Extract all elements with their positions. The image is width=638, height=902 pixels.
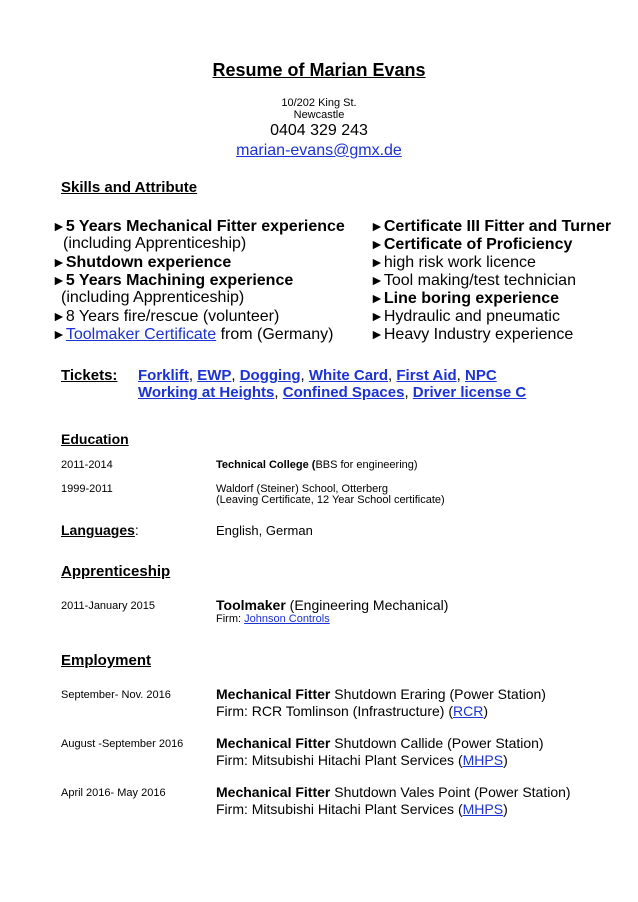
skill-text: Heavy Industry experience	[383, 326, 574, 343]
ticket-separator: ,	[404, 384, 413, 401]
education-detail: BBS for engineering)	[315, 459, 418, 471]
skill-text: high risk work licence	[383, 254, 536, 271]
job-date: August -September 2016	[61, 738, 184, 750]
skill-text: Shutdown experience	[65, 254, 232, 271]
ticket-link[interactable]: Driver license C	[412, 384, 527, 401]
skill-item	[52, 253, 231, 272]
languages-colon: :	[134, 522, 139, 538]
job-firm-link[interactable]: RCR	[453, 703, 484, 719]
ticket-link[interactable]: Confined Spaces	[282, 384, 405, 401]
skill-item	[61, 289, 244, 307]
job-firm: Firm: RCR Tomlinson (Infrastructure) (	[216, 703, 454, 719]
languages-heading-row	[61, 522, 139, 538]
skill-text: Tool making/test technician	[383, 272, 576, 289]
bullet-triangle-icon: ►	[370, 254, 384, 270]
skill-item	[52, 307, 279, 326]
apprenticeship-detail: (Engineering Mechanical)	[285, 597, 449, 613]
skill-item	[370, 289, 559, 308]
skill-item	[52, 217, 345, 236]
job-firm-end: )	[503, 801, 508, 817]
bullet-triangle-icon: ►	[52, 254, 66, 270]
ticket-separator: ,	[188, 367, 198, 384]
ticket-separator: ,	[388, 367, 397, 384]
skill-item	[63, 235, 246, 253]
job-detail: Shutdown Callide (Power Station)	[330, 735, 544, 751]
skill-suffix: from (Germany)	[216, 326, 334, 343]
email-link[interactable]: marian-evans@gmx.de	[236, 142, 402, 159]
languages-value: English, German	[216, 523, 313, 538]
bullet-triangle-icon: ►	[52, 326, 66, 342]
skill-item	[370, 217, 611, 236]
ticket-link[interactable]: Dogging	[239, 367, 301, 384]
apprenticeship-role-row	[216, 597, 448, 613]
job-role: Mechanical Fitter	[216, 784, 331, 800]
apprenticeship-firm-row	[216, 613, 330, 625]
ticket-link[interactable]: First Aid	[396, 367, 457, 384]
ticket-separator: ,	[274, 384, 283, 401]
bullet-triangle-icon: ►	[370, 290, 384, 306]
ticket-link[interactable]: White Card	[308, 367, 389, 384]
job-role: Mechanical Fitter	[216, 686, 331, 702]
skill-text: 5 Years Mechanical Fitter experience	[65, 218, 345, 235]
education-heading: Education	[61, 431, 129, 447]
firm-label: Firm:	[216, 613, 245, 625]
phone-number: 0404 329 243	[270, 122, 368, 139]
education-entry	[216, 459, 418, 471]
skill-text: (including Apprenticeship)	[63, 235, 247, 252]
skill-text: (including Apprenticeship)	[61, 289, 245, 306]
resume-title: Resume of Marian Evans	[212, 60, 426, 80]
skill-item	[370, 253, 536, 272]
skill-item	[52, 271, 293, 290]
ticket-separator: ,	[231, 367, 240, 384]
apprenticeship-date: 2011-January 2015	[61, 600, 155, 612]
job-firm-link[interactable]: MHPS	[462, 752, 504, 768]
tickets-row-1	[138, 367, 497, 384]
apprenticeship-heading: Apprenticeship	[61, 563, 171, 580]
job-detail: Shutdown Eraring (Power Station)	[330, 686, 546, 702]
skill-text: 8 Years fire/rescue (volunteer)	[65, 308, 280, 325]
job-detail: Shutdown Vales Point (Power Station)	[330, 784, 571, 800]
skill-item	[370, 325, 573, 344]
skill-text: Certificate of Proficiency	[383, 236, 573, 253]
bullet-triangle-icon: ►	[370, 272, 384, 288]
job-role: Mechanical Fitter	[216, 735, 331, 751]
job-firm: Firm: Mitsubishi Hitachi Plant Services (	[216, 801, 463, 817]
skills-heading: Skills and Attribute	[61, 179, 198, 196]
skill-item	[370, 271, 576, 290]
skill-item	[370, 307, 560, 326]
education-date: 1999-2011	[61, 483, 113, 495]
job-firm-link[interactable]: MHPS	[462, 801, 504, 817]
bullet-triangle-icon: ►	[370, 236, 384, 252]
skill-item	[52, 325, 333, 344]
job-firm-row	[216, 752, 508, 768]
education-certificate: (Leaving Certificate, 12 Year School certificate)	[216, 494, 445, 506]
job-date: April 2016- May 2016	[61, 787, 166, 799]
job-firm-end: )	[503, 752, 508, 768]
ticket-separator: ,	[300, 367, 309, 384]
bullet-triangle-icon: ►	[370, 308, 384, 324]
tickets-label: Tickets:	[61, 367, 118, 384]
address-street: 10/202 King St.	[281, 97, 357, 109]
bullet-triangle-icon: ►	[370, 218, 384, 234]
job-role-row	[216, 686, 546, 702]
job-firm-row	[216, 703, 488, 719]
education-school: Waldorf (Steiner) School, Otterberg	[216, 483, 388, 495]
employment-heading: Employment	[61, 652, 152, 669]
languages-heading: Languages	[61, 522, 135, 538]
education-date: 2011-2014	[61, 459, 113, 471]
firm-link[interactable]: Johnson Controls	[244, 613, 330, 625]
ticket-link[interactable]: Working at Heights	[138, 384, 275, 401]
skill-text: Line boring experience	[383, 290, 560, 307]
job-date: September- Nov. 2016	[61, 689, 171, 701]
skill-text: 5 Years Machining experience	[65, 272, 294, 289]
apprenticeship-role: Toolmaker	[216, 597, 286, 613]
skill-link[interactable]: Toolmaker Certificate	[65, 326, 217, 343]
job-role-row	[216, 735, 544, 751]
bullet-triangle-icon: ►	[370, 326, 384, 342]
ticket-link[interactable]: NPC	[465, 367, 497, 384]
skill-item	[370, 235, 572, 254]
job-firm: Firm: Mitsubishi Hitachi Plant Services (	[216, 752, 463, 768]
bullet-triangle-icon: ►	[52, 218, 66, 234]
address-city: Newcastle	[293, 109, 345, 121]
bullet-triangle-icon: ►	[52, 308, 66, 324]
job-role-row	[216, 784, 571, 800]
ticket-link[interactable]: Forklift	[138, 367, 189, 384]
job-firm-end: )	[483, 703, 489, 719]
job-firm-row	[216, 801, 508, 817]
ticket-separator: ,	[456, 367, 466, 384]
ticket-link[interactable]: EWP	[197, 367, 232, 384]
bullet-triangle-icon: ►	[52, 272, 66, 288]
skill-text: Certificate III Fitter and Turner	[383, 218, 612, 235]
tickets-row-2	[138, 384, 526, 401]
skill-text: Hydraulic and pneumatic	[383, 308, 560, 325]
education-school: Technical College (	[216, 459, 316, 471]
